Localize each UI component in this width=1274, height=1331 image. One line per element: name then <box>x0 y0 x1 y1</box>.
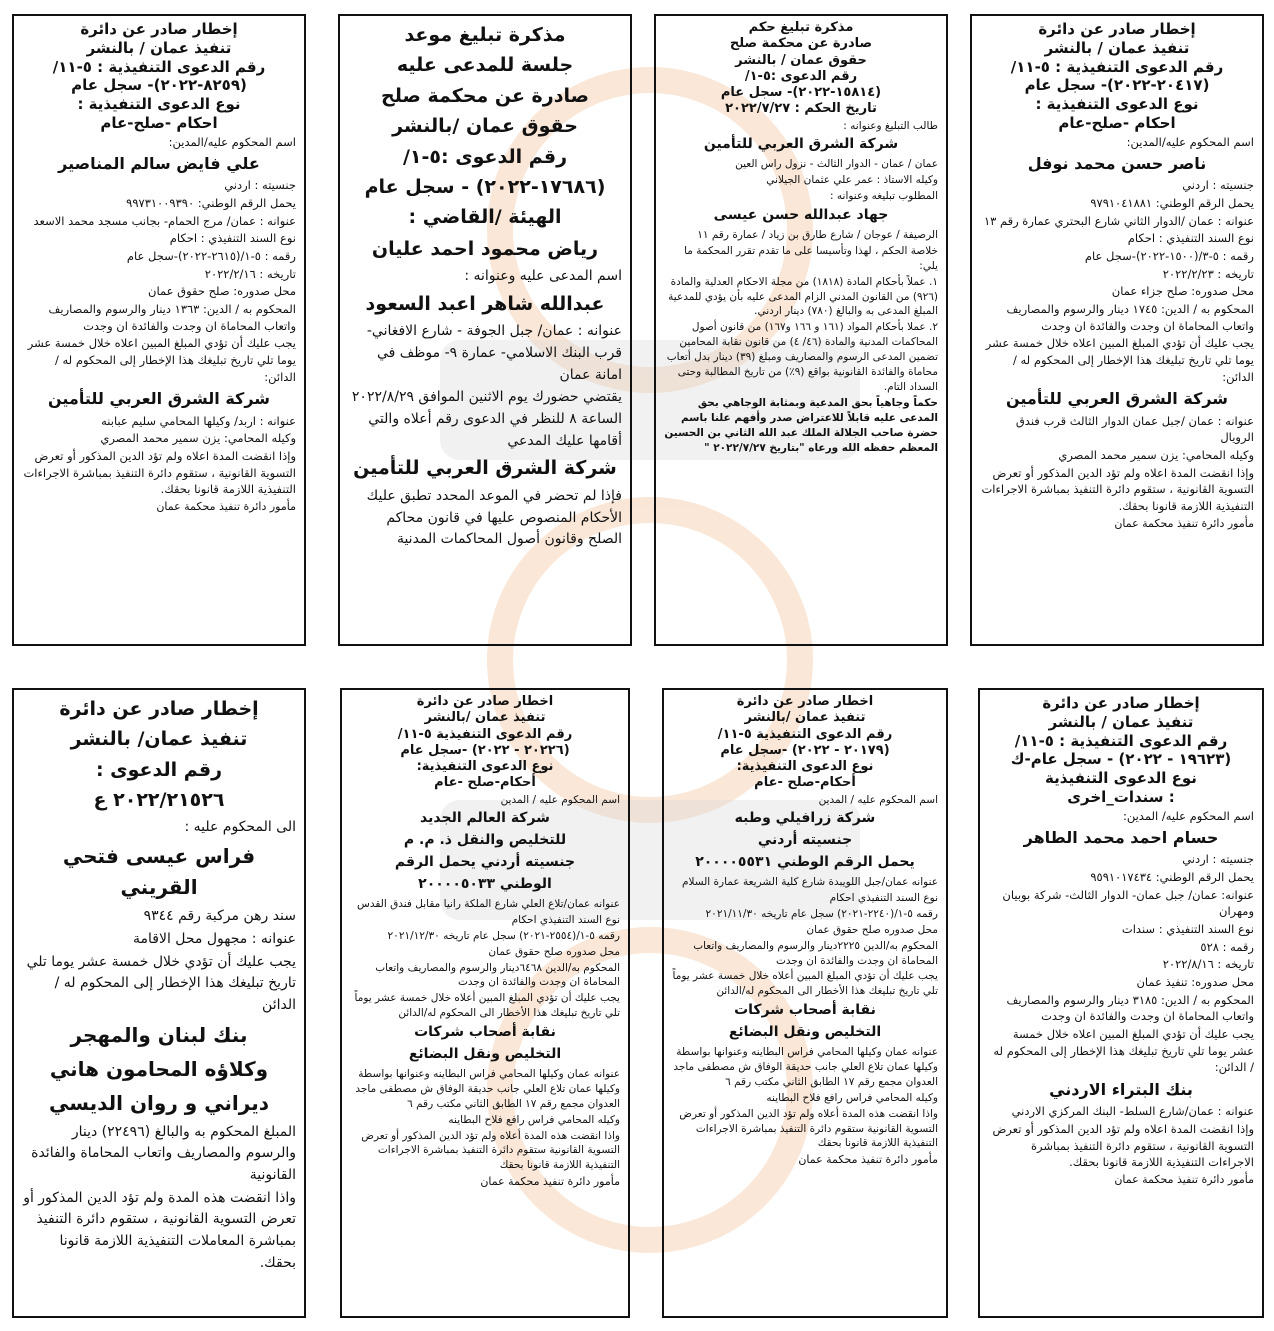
notice-line: وكيله المحامي فراس رافع فلاح البطاينه <box>448 1113 620 1126</box>
defendant-name: عبدالله شاهر اعبد السعود <box>365 292 605 315</box>
notice-line: يجب عليك أن تؤدي المبلغ المبين اعلاه خلال خمسة عشر يوما تلي تاريخ تبليغك هذا الإخطار إلى المحكوم له / الدائن: <box>27 336 296 384</box>
creditor-name: شركة الشرق العربي للتأمين <box>1005 389 1229 409</box>
notice-judgment-issa <box>654 14 948 646</box>
notice-line: واذا انقضت هذه المدة أعلاه ولم تؤد الدين المذكور أو تعرض التسوية القانونية ستقوم دائرة التنفيذ بمباشرة الاجراءات التنفيذية اللازمة قانونا بحقك <box>679 1107 938 1150</box>
notice-line: المحكوم به / الدين: ١٣٦٣ دينار والرسوم والمصاريف واتعاب المحاماة ان وجدت والفائدة ان وجدت <box>48 302 296 333</box>
notice-line: وإذا انقضت المدة اعلاه ولم تؤد الدين المذكور أو تعرض التسوية القانونية ، ستقوم دائرة التنفيذ بمباشرة الاجراءات التنفيذية اللازمة قانونا بحقك. <box>992 1121 1254 1170</box>
notice-heading-line: رقم الدعوى التنفيذية : ٥-١١/ <box>1010 57 1224 76</box>
debtor-name: علي فايض سالم المناصير <box>58 154 260 174</box>
notice-heading-line: صادرة عن محكمة صلح <box>729 36 873 52</box>
notice-line: خلاصة الحكم ، لهذا وتأسيسا على ما تقدم تقرر المحكمة ما يلي: <box>684 244 938 272</box>
notice-heading-line: رقم الدعوى : <box>95 758 223 781</box>
notice-line: نوع السند التنفيذي احكام <box>829 891 938 904</box>
notice-heading-line: إخطار صادر عن دائرة <box>1038 20 1196 38</box>
notice-execution-qurini <box>12 688 306 1318</box>
notice-line: المحكوم به/الدين ٢٢٢٥دينار والرسوم والمصاريف واتعاب المحاماة ان وجدت والفائدة ان وجدت <box>693 939 938 967</box>
creditor-name: نقابة أصحاب شركات <box>414 1024 556 1041</box>
notice-heading-line: (٢٠٢٢٦ - ٢٠٢٢) -سجل عام <box>400 742 570 758</box>
notice-heading-line: مذكرة تبليغ موعد <box>404 24 566 46</box>
debtor-name: حسام احمد محمد الطاهر <box>1023 828 1219 848</box>
notice-line: وكيله المحامي فراس رافع فلاح البطاينه <box>766 1091 938 1104</box>
notice-heading-line: صادرة عن محكمة صلح <box>381 84 589 107</box>
target-name: جهاد عبدالله حسن عيسى <box>713 207 889 223</box>
notice-heading-line: رقم الدعوى التنفيذية ٥-١١/ <box>397 726 573 742</box>
notice-heading-line: رقم الدعوى التنفيذية : ٥-١١/ <box>1014 731 1228 750</box>
creditor-name: التخليص ونقل البضائع <box>408 1046 562 1063</box>
notice-line: يحمل الرقم الوطني: ٩٥٩١٠١٧٤٣٤ <box>1090 870 1254 885</box>
notice-heading-line: الهيئة /القاضي : <box>408 206 562 229</box>
notice-heading-line: (١٥٨١٤-٢٠٢٢)- سجل عام <box>720 85 882 100</box>
notice-line: نوع السند التنفيذي : احكام <box>169 231 296 246</box>
notice-heading-line: تنفيذ عمان / بالنشر <box>86 38 232 57</box>
notice-line: تاريخه : ٢٠٢٢/٨/١٦ <box>1162 957 1254 972</box>
notice-footer: مأمور دائرة تنفيذ محكمة عمان <box>1114 1172 1254 1186</box>
notice-line: وكيله المحامي: يزن سمير محمد المصري <box>100 431 296 446</box>
notice-line: وإذا انقضت المدة اعلاه ولم تؤد الدين المذكور أو تعرض التسوية القانونية ، ستقوم دائرة التنفيذ بمباشرة الاجراءات التنفيذية اللازمة قانونا بحقك. <box>981 465 1254 513</box>
notice-line: جنسيته : اردني <box>1182 852 1254 867</box>
notice-line: تاريخه : ٢٠٢٢/٢/١٦ <box>204 266 296 281</box>
notice-line: المحكوم به / الدين: ٣١٨٥ دينار والرسوم والمصاريف واتعاب المحاماة ان وجدت والفائدة ان وجدت <box>1006 992 1254 1024</box>
debtor-label: الى المحكوم عليه : <box>184 818 296 835</box>
notice-line: محل صدوره: صلح جزاء عمان <box>1111 284 1254 299</box>
debtor-name: جنسيته أردني يحمل الرقم <box>394 854 576 871</box>
notice-line: ١. عملاً بأحكام المادة (١٨١٨) من مجلة الاحكام العدلية والمادة (٩٢٦) من القانون المدني الزام المدعى عليه بأن يؤدي للمدعية المبلغ المدعى به والبالغ (٧٨٠) دينار اردني. <box>668 275 938 318</box>
notice-line: المطلوب تبليغه وعنوانه : <box>830 190 938 203</box>
notice-line: عنوانه : مجهول محل الاقامة <box>133 930 296 947</box>
notice-heading-line: نوع الدعوى التنفيذية <box>1045 769 1197 787</box>
notice-heading-line: (١٩٦٢٣ - ٢٠٢٢) - سجل عام-ك <box>1010 750 1232 769</box>
notice-heading-line: حقوق عمان /بالنشر <box>392 115 578 138</box>
notice-line: المحكوم به/الدين ٦٤٦٨دينار والرسوم والمصاريف واتعاب المحاماة ان وجدت والفائدة ان وجدت <box>375 961 620 989</box>
notice-heading-line: أحكام-صلح -عام <box>434 775 536 791</box>
notice-heading-line: اخطار صادر عن دائرة <box>736 694 874 709</box>
notice-heading-line: احكام -صلح-عام <box>1058 113 1176 132</box>
notice-heading-line: احكام -صلح-عام <box>100 113 218 132</box>
creditor-name: وكلاؤه المحامون هاني <box>49 1056 269 1081</box>
notice-line: محل صدوره: تنفيذ عمان <box>1136 975 1254 990</box>
notice-footer: مأمور دائرة تنفيذ محكمة عمان <box>156 499 296 513</box>
notice-execution-zarafili <box>662 688 948 1318</box>
notice-footer: مأمور دائرة تنفيذ محكمة عمان <box>480 1175 620 1189</box>
creditor-name: ديراني و روان الديسي <box>48 1090 270 1115</box>
notice-heading-line: (٨٢٥٩-٢٠٢٢)- سجل عام <box>71 76 247 95</box>
debtor-name: جنسيته أردني <box>757 832 853 849</box>
notice-heading-line: تنفيذ عمان /بالنشر <box>424 710 546 726</box>
judge-name: رياض محمود احمد عليان <box>371 237 599 260</box>
notice-line: سند رهن مركبة رقم ٩٣٤٤ <box>143 908 296 925</box>
notice-line: رقمه : ٥-١/(٢٦١٥-٢٠٢٢)-سجل عام <box>126 249 296 264</box>
notice-heading-line: نوع الدعوى التنفيذية: <box>736 759 874 774</box>
notice-line: وكيله المحامي: يزن سمير محمد المصري <box>1058 447 1254 462</box>
notice-line: عنوانه عمان وكيلها المحامي فراس البطاينه وعنوانها بواسطة وكيلها عمان تلاع العلي جانب حديقة الوفاق ش مصطفى ماجد العدوان مجمع رقم ١٧ الطابق الثاني مكتب رقم ٦ <box>673 1046 938 1088</box>
notice-line: يحمل الرقم الوطني: ٩٧٩١٠٤١٨٨١ <box>1090 196 1254 211</box>
notice-heading-line: رقم الدعوى التنفيذية : ٥-١١/ <box>52 57 266 76</box>
notice-execution-manasir <box>12 14 306 646</box>
notice-line: رقمه ٥-١/(٢٢٤٠-٢٠٢١) سجل عام تاريخه ٢٠٢١/١١/٣٠ <box>705 907 938 920</box>
notice-heading-line: مذكرة تبليغ حكم <box>748 20 854 35</box>
notice-line: يقتضي حضورك يوم الاثنين الموافق ٢٠٢٢/٨/٢٩ الساعة ٨ للنظر في الدعوى رقم أعلاه والتي أقامها عليك المدعي <box>351 389 622 449</box>
notice-line: عنوانه عمان/تلاع العلي شارع الملكة رانيا مقابل فندق القدس <box>357 897 620 910</box>
creditor-name: شركة الشرق العربي للتأمين <box>47 389 271 409</box>
debtor-name: شركة العالم الجديد <box>420 810 550 827</box>
notice-heading-line: نوع الدعوى التنفيذية: <box>416 759 554 774</box>
notice-heading-line: إخطار صادر عن دائرة <box>59 698 259 720</box>
notice-footer: مأمور دائرة تنفيذ محكمة عمان <box>1114 516 1254 530</box>
debtor-label: اسم المحكوم عليه/ المدين: <box>1122 808 1254 823</box>
notice-heading-line: تنفيذ عمان / بالنشر <box>1044 38 1190 57</box>
notice-heading-line: (٢٠١٧٩ - ٢٠٢٢) -سجل عام <box>720 742 890 758</box>
notice-line: عنوانه عمان وكيلها المحامي فراس البطاينه وعنوانها بواسطة وكيلها عمان تلاع العلي جانب حديقة الوفاق ش مصطفى ماجد العدوان مجمع رقم ١٧ الطابق الثاني مكتب رقم ٦ <box>355 1067 620 1110</box>
debtor-name: للتخليص والنقل ذ. م. م <box>403 832 567 849</box>
notice-execution-taher <box>978 688 1264 1318</box>
notice-line: رقمه : ٥٢٨ <box>1200 939 1254 954</box>
notice-line: عمان / عمان - الدوار الثالث - نزول راس العين <box>735 158 938 171</box>
notice-heading-line: اخطار صادر عن دائرة <box>416 694 554 709</box>
notice-line: يجب عليك أن تؤدي المبلغ المبين أعلاه خلال خمسة عشر يوماً تلي تاريخ تبليغك هذا الأخطار الى المحكوم له/الدائن <box>672 970 938 998</box>
notice-line: حكماً وجاهياً بحق المدعية وبمثابة الوجاهي بحق المدعى عليه قابلاً للاعتراض صدر وأفهم علنا باسم حضرة صاحب الجلالة الملك عبد الله الثاني بن الحسين المعظم حفظه الله ورعاه "بتاريخ ٢٠٢٢/٧/٢٧ " <box>664 396 938 454</box>
notice-line: فإذا لم تحضر في الموعد المحدد تطبق عليك الأحكام المنصوص عليها في قانون محاكم الصلح وقانون أصول المحاكمات المدنية <box>366 487 622 548</box>
notice-line: نوع السند التنفيذي : احكام <box>1127 231 1254 246</box>
notice-line: عنوانه : عمان /جبل عمان الدوار الثالث قرب فندق الرويال <box>1015 413 1254 445</box>
notice-line: عنوانه : عمان/شارع السلط- البنك المركزي الاردني <box>1011 1104 1254 1119</box>
notice-line: واذا انقضت هذه المدة ولم تؤد الدين المذكور أو تعرض التسوية القانونية ، ستقوم دائرة التنفيذ بمباشرة المعاملات التنفيذية اللازمة قانونا بحقك. <box>23 1189 296 1271</box>
notice-line: محل صدوره صلح حقوق عمان <box>488 945 620 958</box>
notice-execution-new-world <box>340 688 630 1318</box>
notice-heading-line: حقوق عمان / بالنشر <box>735 52 867 68</box>
notice-footer: مأمور دائرة تنفيذ محكمة عمان <box>798 1153 938 1167</box>
debtor-name: ناصر حسن محمد نوفل <box>1027 154 1207 174</box>
notice-heading-line: ٢٠٢٢/٢١٥٢٦ ع <box>93 789 225 812</box>
debtor-name: فراس عيسى فتحي القريني <box>62 844 256 900</box>
notice-heading-line: تاريخ الحكم : ٢٠٢٢/٧/٢٧ <box>725 101 877 117</box>
notice-line: وكيله الاستاذ : عمر علي عثمان الجيلاني <box>766 174 938 187</box>
notice-line: وإذا انقضت المدة اعلاه ولم تؤد الدين المذكور أو تعرض التسوية القانونية ، ستقوم دائرة التنفيذ بمباشرة الاجراءات التنفيذية اللازمة قانونا بحقك. <box>23 448 296 497</box>
notice-line: يجب عليك أن تؤدي المبلغ المبين اعلاه خلال خمسة عشر يوما تلي تاريخ تبليغك هذا الإخطار إلى المحكوم له / الدائن: <box>993 1027 1254 1075</box>
notice-line: المحكوم به / الدين: ١٧٤٥ دينار والرسوم والمصاريف واتعاب المحاماة ان وجدت والفائدة ان وجدت <box>1006 302 1254 333</box>
notice-heading-line: رقم الدعوى التنفيذية ٥-١١/ <box>717 726 893 742</box>
notice-heading-line: تنفيذ عمان / بالنشر <box>1048 712 1194 731</box>
notice-line: نوع السند التنفيذي : سندات <box>1121 922 1254 937</box>
notice-line: عنوانه: عمان/ جبل عمان- الدوار الثالث- شركة بوبيان ومهران <box>1002 887 1254 919</box>
notice-line: جنسيته : اردني <box>1182 178 1254 193</box>
notice-line: يجب عليك أن تؤدي المبلغ المبين أعلاه خلال خمسة عشر يوماً تلي تاريخ تبليغك هذا الأخطار الى المحكوم له/الدائن <box>354 992 620 1020</box>
notice-heading-line: (٢٠٤١٧-٢٠٢٢)- سجل عام <box>1024 76 1210 95</box>
debtor-label: اسم المحكوم عليه/المدين: <box>1126 134 1254 149</box>
requester-name: شركة الشرق العربي للتأمين <box>703 136 899 153</box>
notice-hearing-saud <box>338 14 632 646</box>
notice-heading-line: نوع الدعوى التنفيذية : <box>1035 95 1199 113</box>
creditor-name: التخليص ونقل البضائع <box>728 1024 882 1041</box>
notice-heading-line: إخطار صادر عن دائرة <box>80 20 238 38</box>
notice-line: ٢. عملا بأحكام المواد (١٦١ و ١٦٦ و١٦٧) من قانون أصول المحاكمات المدنية والمادة (٤٦/ ٤) من قانون نقابة المحامين تضمين المدعى الرسوم والمصاريف ومبلغ (٣٩) دينار بدل أتعاب محاماة والفائدة القانونية بواقع (٩٪) من تاريخ المطالبة وحتى السداد التام. <box>666 321 938 393</box>
notice-line: تاريخه : ٢٠٢٢/٢/٢٣ <box>1162 266 1254 281</box>
notice-line: رقمه ٥-١/(٢٥٥٤-٢٠٢١) سجل عام تاريخه ٢٠٢١/١٢/٣٠ <box>387 929 620 942</box>
notice-line: عنوانه : عمان/ جبل الجوفة - شارع الافغاني- قرب البنك الاسلامي- عمارة ٩- موظف في امانة عمان <box>366 323 622 383</box>
notice-line: واذا انقضت هذه المدة أعلاه ولم تؤد الدين المذكور أو تعرض التسوية القانونية ستقوم دائرة التنفيذ بمباشرة الاجراءات التنفيذية اللازمة قانونا بحقك <box>361 1129 620 1172</box>
notice-heading-line: إخطار صادر عن دائرة <box>1042 694 1200 712</box>
requester-label: طالب التبليغ وعنوانه : <box>843 119 938 132</box>
notice-heading-line: (١٧٦٨٦-٢٠٢٢) - سجل عام <box>364 175 606 198</box>
notice-line: محل صدوره صلح حقوق عمان <box>806 923 938 936</box>
notice-heading-line: نوع الدعوى التنفيذية : <box>77 95 241 113</box>
plaintiff-name: شركة الشرق العربي للتأمين <box>353 457 617 480</box>
notice-heading-line: جلسة للمدعى عليه <box>396 54 574 77</box>
notice-line: المبلغ المحكوم به والبالغ (٢٢٤٩٦) دينار والرسوم والمصاريف واتعاب المحاماة والفائدة القانونية <box>31 1123 296 1184</box>
notice-line: رقمه : ٥-٣/(١٥٠٠-٢٠٢٢)-سجل عام <box>1084 249 1254 264</box>
defendant-label: اسم المدعى عليه وعنوانه : <box>464 268 622 285</box>
debtor-label: اسم المحكوم عليه/المدين: <box>168 134 296 149</box>
debtor-name: الوطني ٢٠٠٠٠٥٠٣٣ <box>418 876 552 893</box>
notice-line: محل صدوره: صلح حقوق عمان <box>148 284 296 299</box>
notice-line: عنوانه : اربد/ وكيلها المحامي سليم عبابنه <box>101 413 296 428</box>
notice-heading-line: رقم الدعوى :٥-١/ <box>744 68 858 84</box>
creditor-name: بنك لبنان والمهجر <box>70 1022 248 1047</box>
debtor-label: اسم المحكوم عليه / المدين <box>500 793 620 806</box>
notice-heading-line: تنفيذ عمان /بالنشر <box>744 710 866 726</box>
notice-heading-line: تنفيذ عمان/ بالنشر <box>70 728 248 751</box>
notice-line: نوع السند التنفيذي احكام <box>511 913 620 926</box>
debtor-name: يحمل الرقم الوطني ٢٠٠٠٠٥٥٣١ <box>695 854 915 871</box>
notice-heading-line: رقم الدعوى :٥-١/ <box>402 145 568 168</box>
notice-line: جنسيته : اردني <box>224 178 296 193</box>
notice-line: عنوانه عمان/جبل اللويبدة شارع كلية الشريعة عمارة السلام <box>681 876 938 889</box>
notice-heading-line: أحكام-صلح -عام <box>754 775 856 791</box>
debtor-name: شركة زرافيلي وطبه <box>734 810 876 827</box>
notice-line: يجب عليك أن تؤدي خلال خمسة عشر يوما تلي تاريخ تبليغك هذا الإخطار إلى المحكوم له / الدائن <box>26 953 296 1013</box>
notice-line: يحمل الرقم الوطني: ٩٩٧٣١٠٠٩٣٩٠ <box>126 196 296 211</box>
notice-execution-nofal <box>970 14 1264 646</box>
debtor-label: اسم المحكوم عليه / المدين <box>818 793 938 806</box>
notice-line: يجب عليك أن تؤدي المبلغ المبين اعلاه خلال خمسة عشر يوما تلي تاريخ تبليغك هذا الإخطار إلى المحكوم له / الدائن: <box>985 336 1254 384</box>
notice-line: عنوانه : عمان/ مرج الحمام- بجانب مسجد محمد الاسعد <box>33 213 296 228</box>
creditor-name: بنك البتراء الاردني <box>1049 1080 1193 1100</box>
notice-line: عنوانه : عمان /الدوار الثاني شارع البحتري عمارة رقم ١٣ <box>983 213 1254 228</box>
notice-heading-line: : سندات_اخرى <box>1067 787 1175 806</box>
creditor-name: نقابة أصحاب شركات <box>734 1002 876 1019</box>
notice-line: الرصيفة / عوجان / شارع طارق بن زياد / عمارة رقم ١١ <box>697 228 938 241</box>
